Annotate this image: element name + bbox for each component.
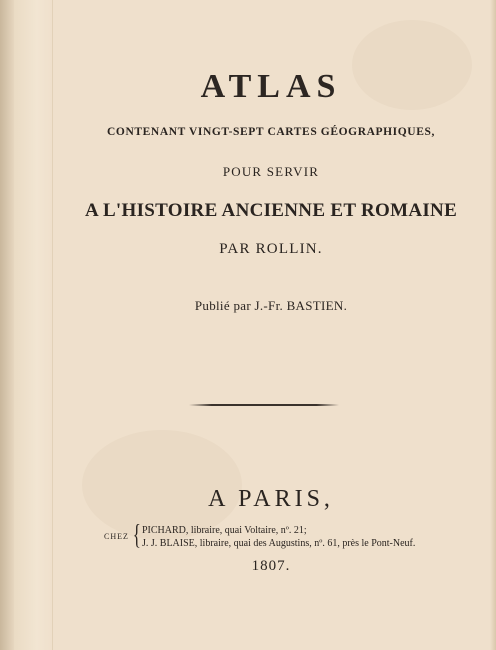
page-right-edge <box>490 0 496 650</box>
ornamental-rule <box>189 404 339 406</box>
pour-servir-line: POUR SERVIR <box>222 164 320 179</box>
imprint-line-1: PICHARD, libraire, quai Voltaire, nº. 21; <box>142 525 307 536</box>
publication-year: 1807. <box>251 558 291 574</box>
page-title: ATLAS <box>200 68 342 105</box>
publisher-line: Publié par J.-Fr. BASTIEN. <box>194 298 348 313</box>
title-page <box>52 0 490 650</box>
page-margin-strip <box>14 0 53 650</box>
chez-label: CHEZ <box>104 532 129 541</box>
brace-icon: { <box>132 520 141 551</box>
imprint-line-2: J. J. BLAISE, libraire, quai des Augustins, nº. 61, près le Pont-Neuf. <box>142 538 416 549</box>
histoire-line: A L'HISTOIRE ANCIENNE ET ROMAINE <box>84 200 458 221</box>
place-of-publication: A PARIS, <box>208 486 334 512</box>
subtitle: CONTENANT VINGT-SEPT CARTES GÉOGRAPHIQUES, <box>107 126 435 138</box>
binding-gutter <box>0 0 14 650</box>
imprint-block <box>104 520 484 554</box>
author-line: PAR ROLLIN. <box>219 241 323 257</box>
